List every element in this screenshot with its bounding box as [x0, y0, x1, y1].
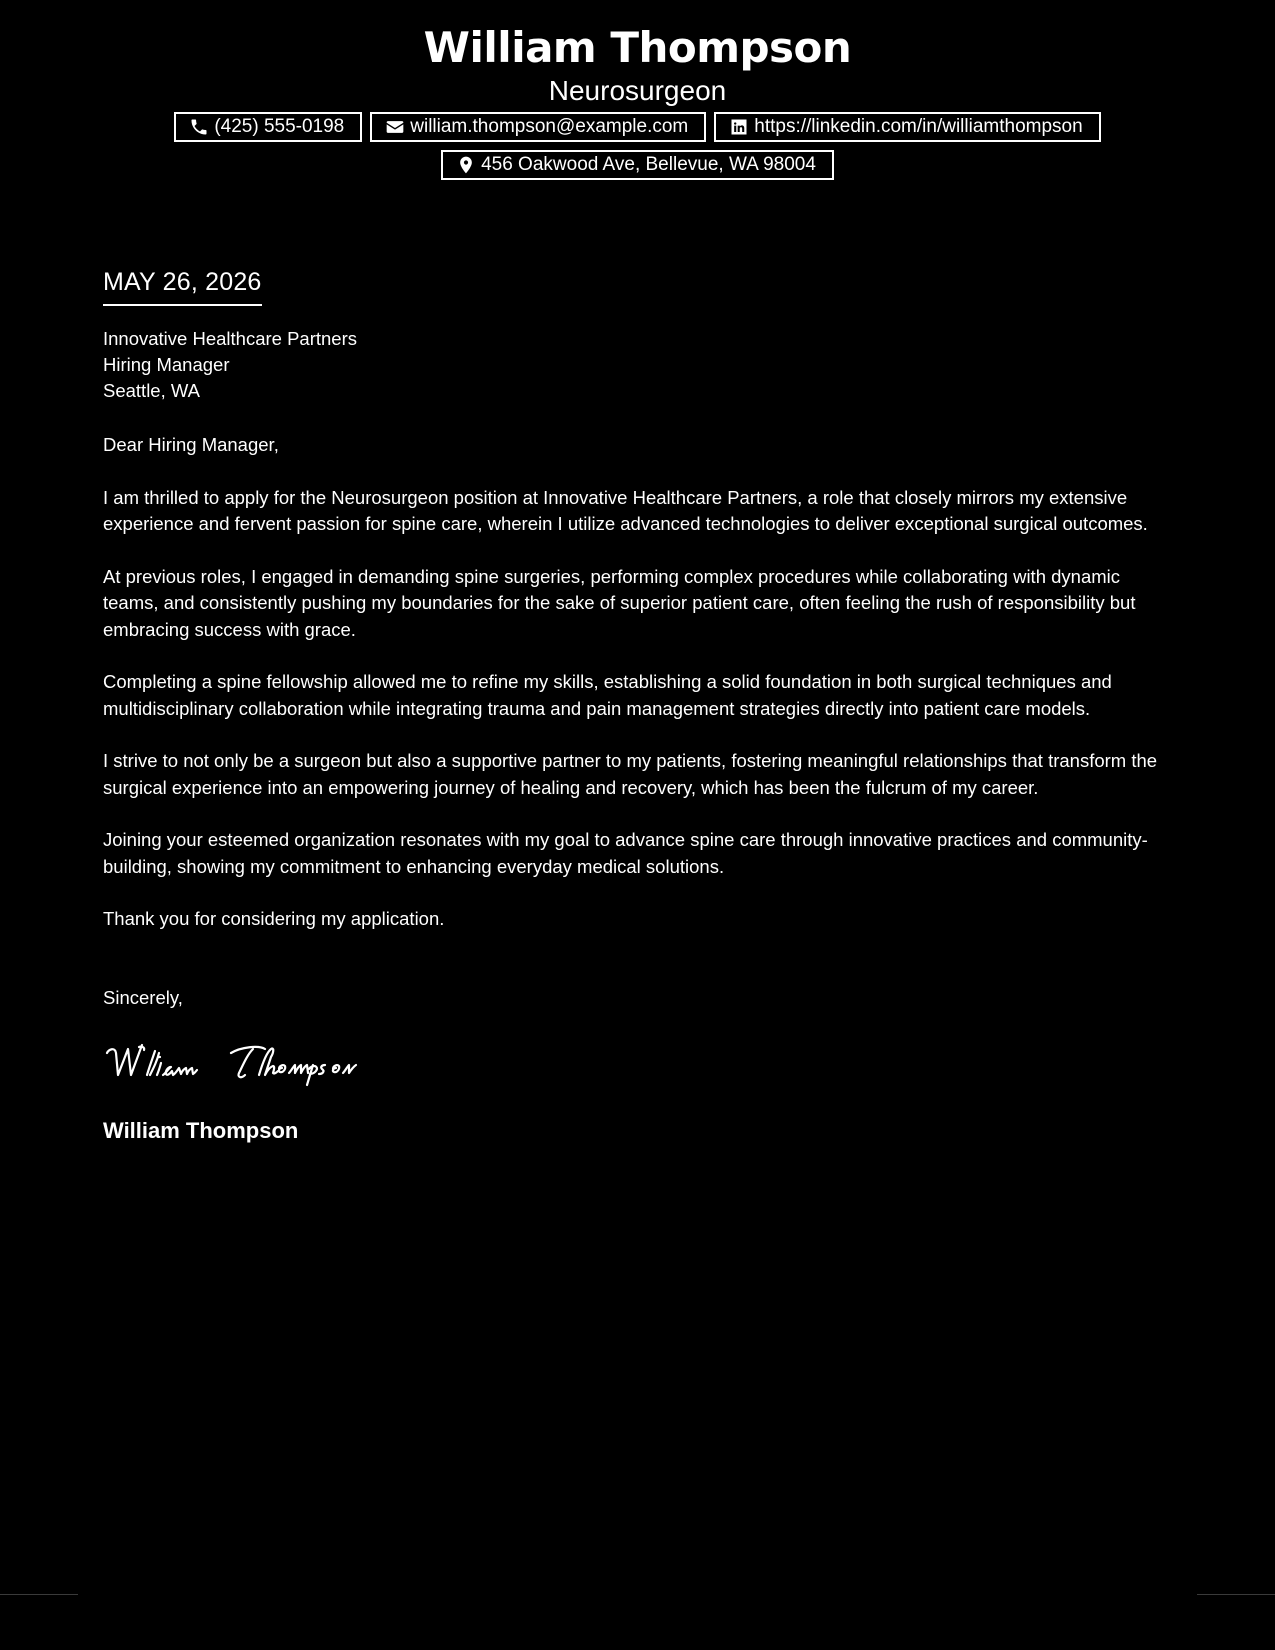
handwritten-signature: [103, 1039, 363, 1091]
address-contact[interactable]: [441, 150, 834, 180]
email-contact[interactable]: [370, 112, 706, 142]
body-paragraph: I strive to not only be a surgeon but also a supportive partner to my patients, fostering meaningful relationships that transform the surgical experience into an empowering journey of healing and recovery, which has been the fulcrum of my career.: [103, 750, 1158, 798]
body-paragraph: Thank you for considering my application.: [103, 908, 445, 929]
footer-divider-right: [1197, 1594, 1275, 1595]
linkedin-text: https://linkedin.com/in/williamthompson: [754, 116, 1083, 137]
applicant-name: William Thompson: [423, 23, 852, 72]
letter-header: [0, 22, 1275, 180]
address-text: 456 Oakwood Ave, Bellevue, WA 98004: [481, 154, 816, 175]
email-text: william.thompson@example.com: [410, 116, 689, 137]
recipient-role: Hiring Manager: [103, 354, 230, 375]
signer-name: William Thompson: [103, 1118, 299, 1143]
body-paragraph: Joining your esteemed organization resonates with my goal to advance spine care through innovative practices and community-building, showing my commitment to enhancing everyday medical solutions.: [103, 829, 1148, 877]
envelope-icon: [385, 117, 405, 137]
letter-date: MAY 26, 2026: [103, 262, 262, 306]
phone-contact[interactable]: [174, 112, 362, 142]
recipient-location: Seattle, WA: [103, 380, 200, 401]
recipient-block: [103, 326, 1178, 404]
contact-row-address: [0, 150, 1275, 180]
salutation: Dear Hiring Manager,: [103, 434, 279, 455]
body-paragraph: At previous roles, I engaged in demanding spine surgeries, performing complex procedures while collaborating with dynamic teams, and consistently pushing my boundaries for the sake of superior patient care, often feeling the rush of responsibility but embracing success with grace.: [103, 565, 1136, 640]
contact-row: [0, 112, 1275, 142]
map-pin-icon: [456, 155, 476, 175]
closing: Sincerely,: [103, 986, 183, 1008]
footer-divider-left: [0, 1594, 78, 1595]
letter-body: [103, 262, 1178, 1145]
body-paragraph: Completing a spine fellowship allowed me to refine my skills, establishing a solid foundation in both surgical techniques and multidisciplinary collaboration while integrating trauma and pain management strategies directly into patient care models.: [103, 671, 1112, 719]
phone-icon: [189, 117, 209, 137]
applicant-title: Neurosurgeon: [548, 75, 727, 106]
recipient-company: Innovative Healthcare Partners: [103, 328, 357, 349]
linkedin-icon: [729, 117, 749, 137]
linkedin-contact[interactable]: [714, 112, 1100, 142]
body-paragraph: I am thrilled to apply for the Neurosurgeon position at Innovative Healthcare Partners, a role that closely mirrors my extensive experience and fervent passion for spine care, wherein I utilize advanced technologies to deliver exceptional surgical outcomes.: [103, 486, 1148, 534]
phone-text: (425) 555-0198: [214, 116, 345, 137]
